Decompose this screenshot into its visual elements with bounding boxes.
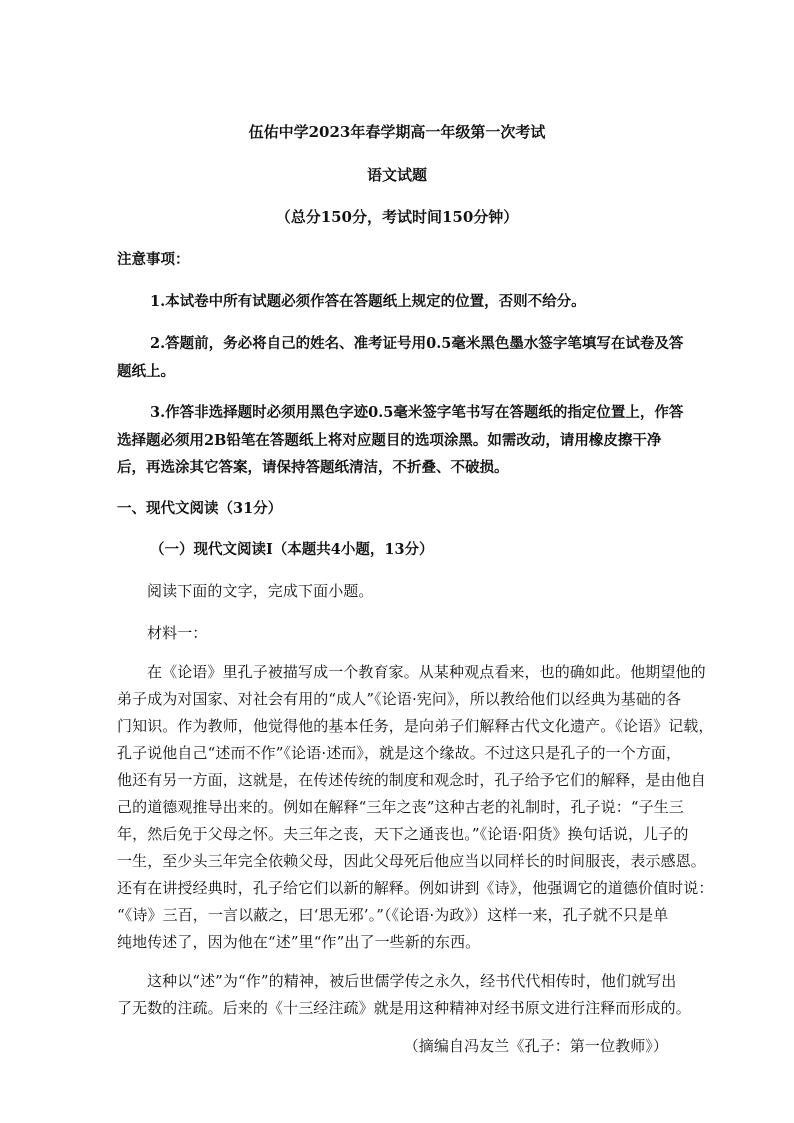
notice-line: 后，再选涂其它答案，请保持答题纸清洁，不折叠、不破损。 <box>117 459 509 476</box>
notice-line: 1.本试卷中所有试题必须作答在答题纸上规定的位置，否则不给分。 <box>150 293 586 310</box>
subject-title: 语文试题 <box>366 166 427 184</box>
notice-heading: 注意事项： <box>117 251 190 268</box>
subsection-heading: （一）现代文阅读Ⅰ（本题共4小题，13分） <box>150 541 434 558</box>
passage-line: 了无数的注疏。后来的《十三经注疏》就是用这种精神对经书原文进行注释而形成的。 <box>117 999 691 1017</box>
notice-line: 2.答题前，务必将自己的姓名、准考证号用0.5毫米黑色墨水签字笔填写在试卷及答 <box>150 335 684 352</box>
passage-line: 孔子说他自己“述而不作”《论语·述而》，就是这个缘故。不过这只是孔子的一个方面， <box>117 744 682 762</box>
passage-line: “《诗》三百，一言以蔽之，曰‘思无邪’。”（《论语·为政》）这样一来，孔子就不只是单 <box>117 906 669 924</box>
section-heading: 一、现代文阅读（31分） <box>117 500 283 517</box>
score-info: （总分150分，考试时间150分钟） <box>275 208 519 226</box>
notice-line: 题纸上。 <box>117 363 175 380</box>
passage-line: 还有在讲授经典时，孔子给它们以新的解释。例如讲到《诗》，他强调它的道德价值时说： <box>117 879 714 897</box>
source-attribution: （摘编自冯友兰《孔子：第一位教师》） <box>403 1037 668 1055</box>
passage-line: 一生，至少头三年完全依赖父母，因此父母死后他应当以同样长的时间服丧，表示感恩。 <box>117 852 706 870</box>
passage-line: 他还有另一方面，这就是，在传述传统的制度和观念时，孔子给予它们的解释，是由他自 <box>117 771 706 789</box>
notice-line: 3.作答非选择题时必须用黑色字迹0.5毫米签字笔书写在答题纸的指定位置上，作答 <box>150 404 684 421</box>
passage-line: 在《论语》里孔子被描写成一个教育家。从某种观点看来，也的确如此。他期望他的 <box>147 663 706 681</box>
passage-line: 这种以“述”为“作”的精神，被后世儒学传之永久，经书代代相传时，他们就写出 <box>147 972 677 990</box>
passage-line: 弟子成为对国家、对社会有用的“成人”《论语·宪问》，所以教给他们以经典为基础的各 <box>117 690 682 708</box>
notice-line: 选择题必须用2B铅笔在答题纸上将对应题目的选项涂黑。如需改动，请用橡皮擦干净 <box>117 432 662 449</box>
passage-line: 年，然后免于父母之怀。夫三年之丧，天下之通丧也。”《论语·阳货》换句话说，儿子的 <box>117 825 689 843</box>
material-label: 材料一： <box>147 624 208 642</box>
exam-title: 伍佑中学2023年春学期高一年级第一次考试 <box>248 123 546 141</box>
passage-line: 纯地传述了，因为他在“述”里“作”出了一些新的东西。 <box>117 933 481 951</box>
passage-line: 门知识。作为教师，他觉得他的基本任务，是向弟子们解释古代文化遗产。《论语》记载， <box>117 717 714 735</box>
passage-line: 己的道德观推导出来的。例如在解释“三年之丧”这种古老的礼制时，孔子说：“子生三 <box>117 798 684 816</box>
instruction-text: 阅读下面的文字，完成下面小题。 <box>147 582 374 600</box>
